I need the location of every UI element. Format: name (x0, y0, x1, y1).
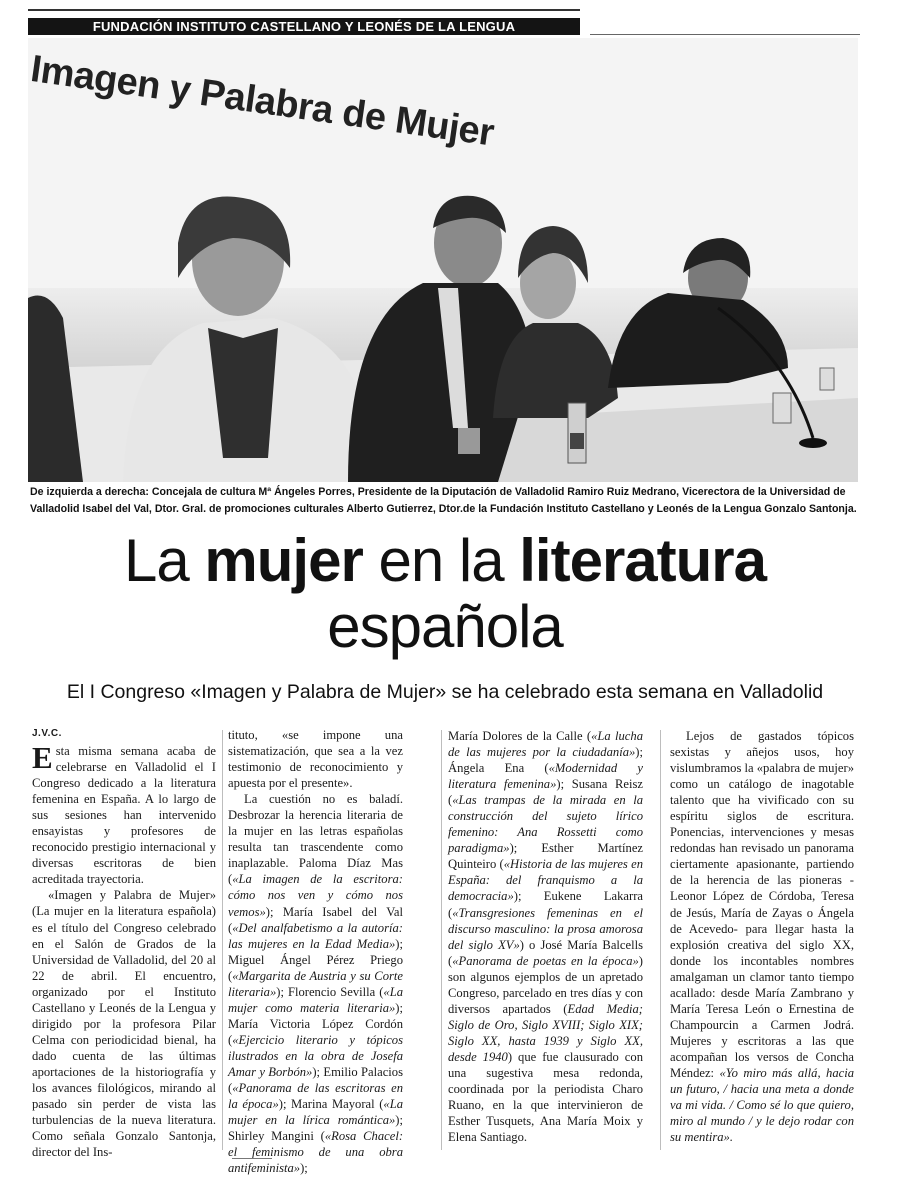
paragraph-text: ); Florencio Sevilla ( (276, 984, 384, 999)
headline-word: La (123, 527, 189, 594)
paragraph-text: ); Emilio Palacios ( (228, 1064, 403, 1096)
article-paragraph (670, 728, 854, 1145)
paragraph-text: Lejos de gastados tópicos sexistas y añejos usos, hoy vislumbramos la «palabra de mujer» como un catálogo de inagotable talento que ha vivificado con su espíritu siglos de escritura. Ponencias, intervenciones y mesas redondas han revisado un panorama ciertamente apasionante, partiendo de la herencia de las pioneras -Leonor López de Córdoba, Teresa de Jesús, María de Zayas o Ángela de Acevedo- para llegar hasta la explosión creativa del siglo XX, donde los incontables nombres amalgaman un clamor tanto tiempo acallado: desde María Zambrano y María Teresa León o Ernestina de Champourcin a Carmen Jodrá. Mujeres y escritoras a las que acompañan los versos de Concha Méndez: (670, 729, 854, 1080)
paragraph-text: ); María Victoria López Cordón ( (228, 1000, 403, 1047)
paper-title: «Panorama de poetas en la época» (452, 953, 639, 968)
column-rule (660, 730, 661, 1150)
paper-title: «Margarita de Austria y su Corte literaria» (228, 968, 403, 999)
headline-word: literatura (519, 527, 767, 594)
article-column-1 (32, 728, 216, 1160)
paper-title: «Modernidad y literatura femenina» (448, 761, 644, 792)
event-photo (28, 38, 858, 482)
paragraph-text: ); (300, 1161, 308, 1176)
paragraph-text: ); Susana Reisz ( (448, 777, 643, 808)
paper-title: «Las trampas de la mirada en la construcción del sujeto lírico femenino: Ana Rossetti como paradigma» (448, 793, 643, 856)
paragraph-text: ); María Isabel del Val ( (228, 904, 403, 935)
photo-banner-text: Imagen y Palabra de Mujer (28, 48, 497, 155)
headline-word: española (327, 593, 563, 660)
column-rule (222, 730, 223, 1150)
congress-sections: Edad Media; Siglo de Oro, Siglo XVIII; Siglo XIX; Siglo XX, hasta 1939 y Siglo XX, desde 1940 (448, 1001, 643, 1064)
paragraph-text: ); Miguel Ángel Pérez Priego ( (228, 936, 403, 983)
paragraph-text: María Dolores de la Calle ( (448, 729, 592, 743)
article-paragraph (32, 740, 216, 887)
paper-title: «La mujer como materia literaria» (228, 984, 403, 1015)
paragraph-text: La cuestión no es baladí. Desbrozar la herencia literaria de la mujer en las letras españolas resulta tan trascendente como inaplazable. Paloma Díaz Mas ( (228, 792, 403, 887)
paragraph-text: ); Esther Martínez Quinteiro ( (448, 841, 643, 872)
subheadline: El I Congreso «Imagen y Palabra de Mujer» se ha celebrado esta semana en Valladolid (66, 681, 824, 703)
article-paragraph (448, 728, 643, 1145)
paragraph-text: ) o José María Balcells ( (448, 937, 643, 968)
poem-quote: «Yo miro más allá, hacia un futuro, / hacia una meta a donde va mi vida. / Como sé lo que quiero, miro al mundo / y le dejo rodar con su mentira». (670, 1065, 854, 1145)
paper-title: «Historia de las mujeres en España: del franquismo a la democracia» (448, 857, 643, 904)
drop-cap: E (32, 740, 53, 775)
footer-rule (232, 1158, 272, 1159)
paper-title: «La mujer en la lírica romántica» (228, 1097, 403, 1128)
photo-caption: De izquierda a derecha: Concejala de cultura Mª Ángeles Porres, Presidente de la Diputación de Valladolid Ramiro Ruiz Medrano, Vicerectora de la Universidad de Valladolid Isabel del Val, Dtor. Gral. de promociones culturales Alberto Gutierrez, Dtor.de la Fundación Instituto Castellano y Leonés de la Lengua Gonzalo Santonja. (30, 486, 857, 515)
headline-word: en la (378, 527, 504, 594)
article-column-4 (670, 728, 854, 1145)
section-band (28, 18, 580, 35)
article-column-2 (228, 727, 403, 1176)
paper-title: «Rosa Chacel: el feminismo de una obra antifeminista» (228, 1129, 404, 1176)
section-band-label: FUNDACIÓN INSTITUTO CASTELLANO Y LEONÉS DE LA LENGUA (92, 19, 516, 34)
paper-title: «La imagen de la escritora: cómo nos ven y cómo nos vemos» (228, 872, 403, 919)
paper-title: «La lucha de las mujeres por la ciudadanía» (448, 729, 643, 760)
paragraph-text: ); Eukene Lakarra ( (448, 889, 643, 920)
article-column-3 (448, 728, 643, 1145)
paragraph-text: sta misma semana acaba de celebrarse en Valladolid el I Congreso dedicado a la literatura femenina en España. A lo largo de sus sesiones han intervenido ensayistas y profesores de reconocido prestigio internacional y diversas escritoras de bien acreditada trayectoria. (32, 744, 216, 887)
paper-title: «Del analfabetismo a la autoría: las mujeres en la Edad Media» (228, 920, 403, 951)
header-rule (590, 34, 860, 35)
paragraph-text: ) son algunos ejemplos de un apretado Congreso, parcelado en tres días y con diversos apartados ( (448, 953, 643, 1016)
paragraph-text: ) que fue clausurado con una sugestiva mesa redonda, coordinada por la periodista Charo Ruano, en la que intervinieron de Esther Tusquets, Ana María Moix y Elena Santiago. (448, 1049, 643, 1145)
paper-title: «Panorama de las escritoras en la época» (228, 1081, 403, 1112)
article-paragraph (228, 791, 403, 1176)
paper-title: «Ejercicio literario y tópicos ilustrados en la obra de Josefa Amar y Borbón» (228, 1032, 403, 1079)
article-paragraph: tituto, «se impone una sistematización, que sea a la vez testimonio de reconocimiento y apuesta por el presente». (228, 728, 403, 791)
paper-title: «Transgresiones femeninas en el discurso masculino: la prosa amorosa del siglo XV» (448, 905, 643, 952)
column-rule (441, 730, 442, 1150)
paragraph-text: ); Shirley Mangini ( (228, 1113, 403, 1144)
byline: J.V.C. (32, 728, 62, 739)
paragraph-text: ); Ángela Ena ( (448, 745, 643, 776)
top-rule (28, 9, 580, 11)
paragraph-text: ); Marina Mayoral ( (278, 1097, 384, 1112)
headline-word: mujer (204, 527, 363, 594)
headline (30, 528, 860, 660)
article-paragraph: «Imagen y Palabra de Mujer» (La mujer en la literatura española) es el título del Congreso celebrado en el Salón de Grados de la Universidad de Valladolid, del 20 al 22 de abril. El encuentro, organizado por el Instituto Castellano y Leonés de la Lengua y dirigido por la profesora Pilar Celma con periodicidad bienal, ha dado cuenta de las últimas aportaciones de la historiografía y los avances filológicos, mirando al pasado sin perder de vista las turbulencias de la nueva literatura. Como señala Gonzalo Santonja, director del Ins- (32, 888, 216, 1160)
